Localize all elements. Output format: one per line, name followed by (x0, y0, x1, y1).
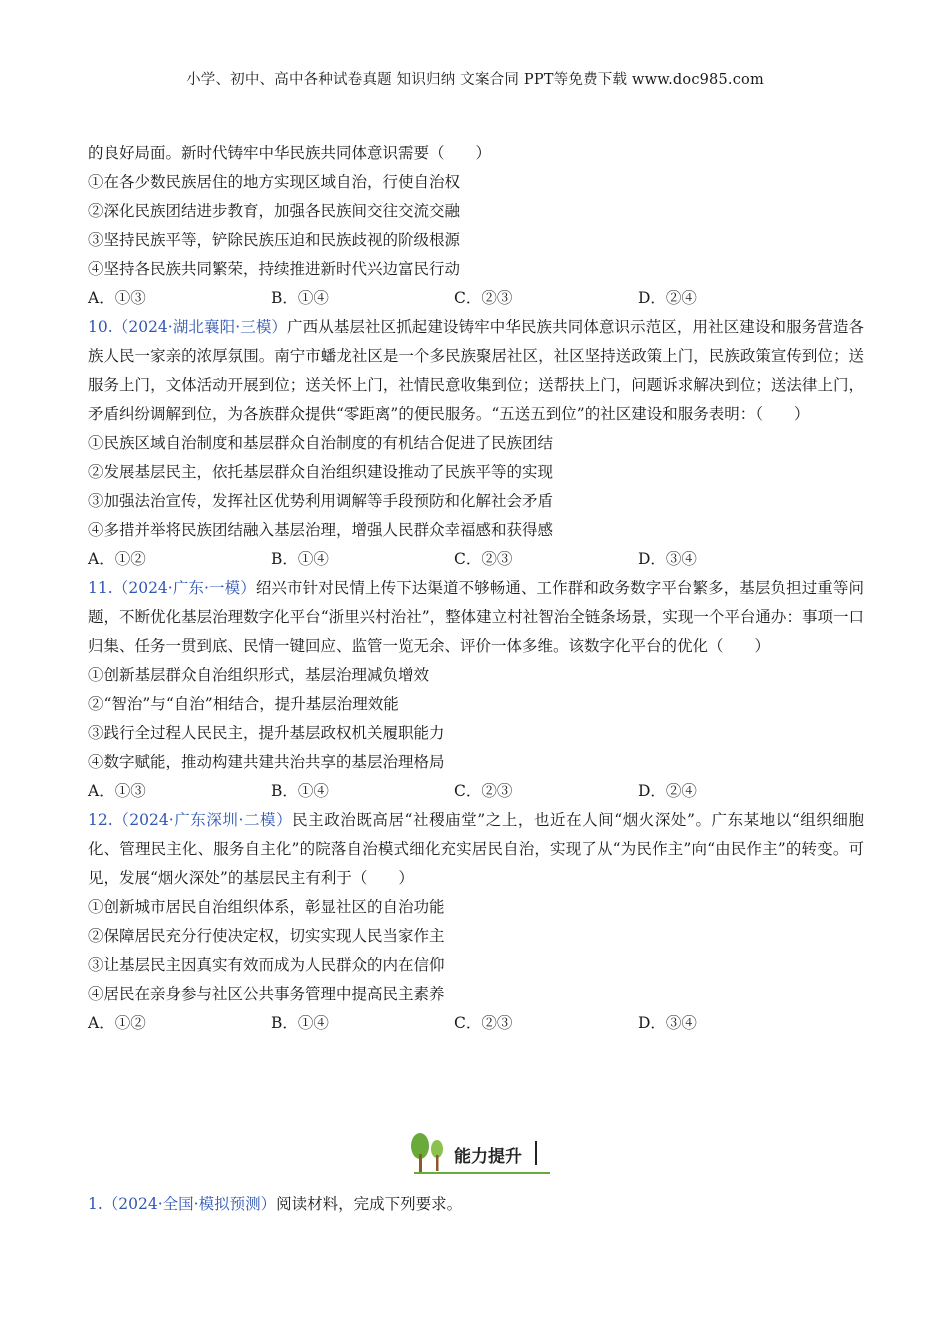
choice-b[interactable]: B．①④ (271, 1014, 329, 1032)
choice-b[interactable]: B．①④ (271, 550, 329, 568)
tree-icon (404, 1132, 454, 1176)
option-line: ②保障居民充分行使决定权，切实实现人民当家作主 (88, 927, 445, 945)
choice-a[interactable]: A．①② (88, 1014, 146, 1032)
option-line: ②深化民族团结进步教育，加强各民族间交往交流交融 (88, 202, 461, 220)
question-11 (88, 574, 864, 661)
question-stem: 阅读材料，完成下列要求。 (276, 1195, 463, 1213)
question-source: （2024·全国·模拟预测） (102, 1195, 277, 1213)
option-line: ③加强法治宣传，发挥社区优势利用调解等手段预防和化解社会矛盾 (88, 492, 554, 510)
question-source: （2024·广东·一模） (112, 579, 256, 597)
option-line: ①创新城市居民自治组织体系，彰显社区的自治功能 (88, 898, 445, 916)
choice-c[interactable]: C．②③ (454, 1014, 513, 1032)
question-number: 11. (88, 579, 113, 597)
option-line: ①在各少数民族居住的地方实现区域自治，行使自治权 (88, 173, 461, 191)
answer-choices (88, 1009, 864, 1038)
question-source: （2024·广东深圳·二模） (112, 811, 293, 829)
option-line: ③坚持民族平等，铲除民族压迫和民族歧视的阶级根源 (88, 231, 461, 249)
option-line: ④居民在亲身参与社区公共事务管理中提高民主素养 (88, 985, 445, 1003)
option-line: ①创新基层群众自治组织形式，基层治理减负增效 (88, 666, 430, 684)
choice-b[interactable]: B．①④ (271, 782, 329, 800)
answer-choices (88, 545, 864, 574)
question-source: （2024·湖北襄阳·三模） (112, 318, 288, 336)
option-line: ④坚持各民族共同繁荣，持续推进新时代兴边富民行动 (88, 260, 461, 278)
question-stem: 广西从基层社区抓起建设铸牢中华民族共同体意识示范区，用社区建设和服务营造各族人民一家亲的浓厚氛围。南宁市蟠龙社区是一个多民族聚居社区，社区坚持送政策上门，民族政策宣传到位；送服务上门，文体活动开展到位；送关怀上门，社情民意收集到位；送帮扶上门，问题诉求解决到位；送法律上门，矛盾纠纷调解到位，为各族群众提供“零距离”的便民服务。“五送五到位”的社区建设和服务表明：（ ） (88, 318, 864, 423)
question-number: 12. (88, 811, 113, 829)
option-line: ②“智治”与“自治”相结合，提升基层治理效能 (88, 695, 399, 713)
option-line: ④数字赋能，推动构建共建共治共享的基层治理格局 (88, 753, 445, 771)
question-12 (88, 806, 864, 893)
page-header: 小学、初中、高中各种试卷真题 知识归纳 文案合同 PPT等免费下载 www.doc985.com (186, 72, 764, 88)
choice-d[interactable]: D．②④ (638, 782, 697, 800)
option-line: ③让基层民主因真实有效而成为人民群众的内在信仰 (88, 956, 445, 974)
answer-choices (88, 777, 864, 806)
option-line: ②发展基层民主，依托基层群众自治组织建设推动了民族平等的实现 (88, 463, 554, 481)
option-line: ④多措并举将民族团结融入基层治理，增强人民群众幸福感和获得感 (88, 521, 554, 539)
question-content (88, 139, 864, 1038)
question-number: 1. (88, 1195, 103, 1213)
section-banner (404, 1132, 550, 1178)
question-next (88, 1190, 462, 1219)
banner-underline (414, 1172, 550, 1174)
question-10 (88, 313, 864, 429)
choice-c[interactable]: C．②③ (454, 550, 513, 568)
answer-choices (88, 284, 864, 313)
choice-c[interactable]: C．②③ (454, 782, 513, 800)
option-line: ③践行全过程人民民主，提升基层政权机关履职能力 (88, 724, 445, 742)
option-line: ①民族区域自治制度和基层群众自治制度的有机结合促进了民族团结 (88, 434, 554, 452)
section-title: 能力提升 (454, 1147, 522, 1167)
text-cursor (535, 1141, 537, 1165)
choice-d[interactable]: D．③④ (638, 1014, 697, 1032)
question-number: 10. (88, 318, 113, 336)
question-stem: 的良好局面。新时代铸牢中华民族共同体意识需要（ ） (88, 144, 492, 162)
choice-d[interactable]: D．③④ (638, 550, 697, 568)
choice-c[interactable]: C．②③ (454, 289, 513, 307)
choice-a[interactable]: A．①③ (88, 289, 146, 307)
choice-a[interactable]: A．①② (88, 550, 146, 568)
question-stem: 绍兴市针对民情上传下达渠道不够畅通、工作群和政务数字平台繁多，基层负担过重等问题，不断优化基层治理数字化平台“浙里兴村治社”，整体建立村社智治全链条场景，实现一个平台通办：事项一口归集、任务一贯到底、民情一键回应、监管一览无余、评价一体多维。该数字化平台的优化（ ） (88, 579, 864, 655)
question-stem: 民主政治既高居“社稷庙堂”之上，也近在人间“烟火深处”。广东某地以“组织细胞化、管理民主化、服务自主化”的院落自治模式细化充实居民自治，实现了从“为民作主”向“由民作主”的转变。可见，发展“烟火深处”的基层民主有利于（ ） (88, 811, 864, 887)
choice-a[interactable]: A．①③ (88, 782, 146, 800)
choice-b[interactable]: B．①④ (271, 289, 329, 307)
choice-d[interactable]: D．②④ (638, 289, 697, 307)
